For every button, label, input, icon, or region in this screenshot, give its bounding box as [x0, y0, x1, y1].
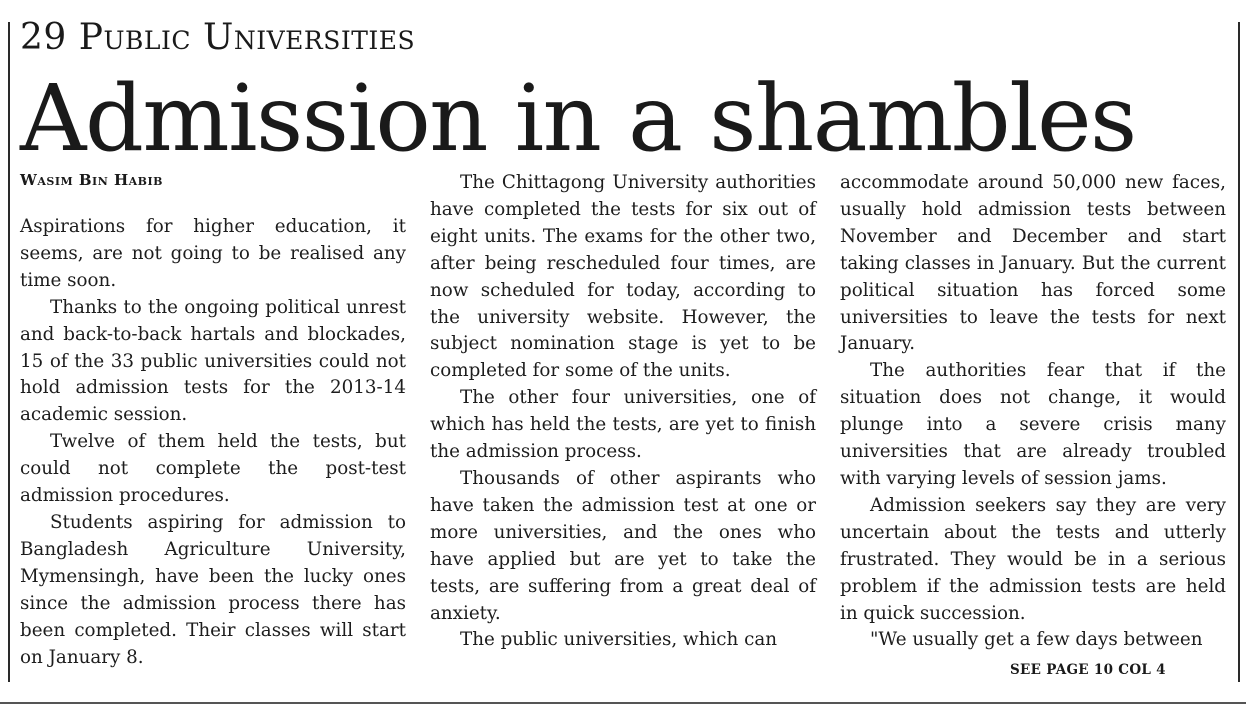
paragraph: Admission seekers say they are very uncertain about the tests and utterly frustrated. They would be in a serious problem if the admission tests are held in quick succession.	[840, 494, 1226, 624]
headline: Admission in a shambles	[20, 65, 1136, 172]
article-column-2	[430, 170, 816, 654]
right-column-rule	[1238, 22, 1240, 682]
paragraph: Thousands of other aspirants who have taken the admission test at one or more universities, and the ones who have applied but are yet to take the tests, are suffering from a great deal of anxiety.	[430, 467, 816, 624]
paragraph: The public universities, which can	[460, 629, 778, 651]
paragraph: Thanks to the ongoing political unrest and back-to-back hartals and blockades, 15 of the 33 public universities could not hold admission tests for the 2013-14 academic session.	[20, 296, 406, 426]
paragraph: The authorities fear that if the situation does not change, it would plunge into a severe crisis many universities that are already troubled with varying levels of session jams.	[840, 360, 1226, 489]
bottom-rule	[0, 702, 1246, 704]
paragraph: Twelve of them held the tests, but could not complete the post-test admission procedures.	[20, 431, 406, 507]
article-column-1	[20, 170, 406, 671]
paragraph: Aspirations for higher education, it seems, are not going to be realised any time soon.	[20, 216, 406, 291]
kicker-text: Public Universities	[78, 17, 416, 58]
paragraph: accommodate around 50,000 new faces, usually hold admission tests between November and December and start taking classes in January. But the current political situation has forced some universities to leave the tests for next January.	[840, 172, 1226, 355]
paragraph: "We usually get a few days between	[870, 629, 1203, 651]
left-column-rule	[8, 22, 10, 682]
continuation-jump: SEE PAGE 10 COL 4	[1010, 662, 1166, 678]
paragraph: Students aspiring for admission to Bangladesh Agriculture University, Mymensingh, have been the lucky ones since the admission process there has been completed. Their classes will start on January 8.	[20, 511, 406, 668]
byline: Wasim Bin Habib	[20, 171, 163, 189]
paragraph: The other four universities, one of which has held the tests, are yet to finish the admission process.	[430, 387, 816, 463]
article-column-3	[840, 170, 1226, 654]
kicker	[20, 18, 415, 58]
paragraph: The Chittagong University authorities have completed the tests for six out of eight units. The exams for the other two, after being rescheduled four times, are now scheduled for today, according to the university website. However, the subject nomination stage is yet to be completed for some of the units.	[430, 172, 816, 382]
kicker-number: 29	[20, 17, 79, 58]
